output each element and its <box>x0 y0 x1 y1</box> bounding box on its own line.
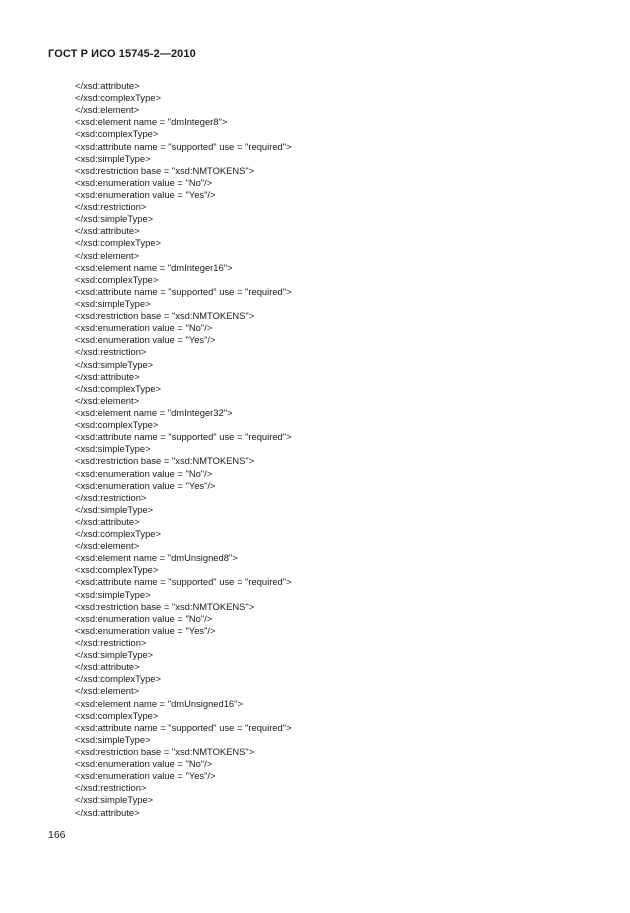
code-line: </xsd:element> <box>75 540 140 552</box>
code-line: <xsd:enumeration value = "Yes"/> <box>75 188 216 200</box>
code-line: <xsd:restriction base = "xsd:NMTOKENS"> <box>75 310 255 322</box>
code-line: </xsd:attribute> <box>75 370 140 382</box>
code-line: </xsd:complexType> <box>75 528 161 540</box>
code-line: <xsd:element name = "dmInteger8"> <box>75 116 228 128</box>
code-line: </xsd:complexType> <box>75 673 161 685</box>
code-line: <xsd:element name = "dmUnsigned16"> <box>75 697 243 709</box>
code-line: </xsd:element> <box>75 104 140 116</box>
code-line: <xsd:restriction base = "xsd:NMTOKENS"> <box>75 600 255 612</box>
code-line: <xsd:restriction base = "xsd:NMTOKENS"> <box>75 455 255 467</box>
code-line: </xsd:restriction> <box>75 637 147 649</box>
code-line: </xsd:complexType> <box>75 237 161 249</box>
code-line: </xsd:restriction> <box>75 201 147 213</box>
code-line: <xsd:restriction base = "xsd:NMTOKENS"> <box>75 746 255 758</box>
page-header-title: ГОСТ Р ИСО 15745-2—2010 <box>48 48 196 60</box>
code-line: <xsd:enumeration value = "No"/> <box>75 467 213 479</box>
code-line: <xsd:element name = "dmInteger16"> <box>75 261 233 273</box>
code-line: <xsd:simpleType> <box>75 733 151 745</box>
code-line: </xsd:complexType> <box>75 382 161 394</box>
code-line: </xsd:attribute> <box>75 225 140 237</box>
code-line: </xsd:restriction> <box>75 491 147 503</box>
code-line: <xsd:enumeration value = "Yes"/> <box>75 624 216 636</box>
code-line: </xsd:simpleType> <box>75 358 154 370</box>
code-line: </xsd:element> <box>75 249 140 261</box>
code-line: </xsd:restriction> <box>75 346 147 358</box>
code-line: <xsd:complexType> <box>75 419 159 431</box>
code-line: <xsd:attribute name = "supported" use = "required"> <box>75 576 292 588</box>
code-line: <xsd:element name = "dmInteger32"> <box>75 406 233 418</box>
code-line: <xsd:attribute name = "supported" use = "required"> <box>75 285 292 297</box>
code-line: <xsd:enumeration value = "No"/> <box>75 612 213 624</box>
code-line: </xsd:element> <box>75 394 140 406</box>
code-line: <xsd:enumeration value = "No"/> <box>75 176 213 188</box>
code-line: <xsd:enumeration value = "Yes"/> <box>75 334 216 346</box>
code-line: <xsd:element name = "dmUnsigned8"> <box>75 552 238 564</box>
code-line: </xsd:simpleType> <box>75 649 154 661</box>
code-line: </xsd:attribute> <box>75 80 140 91</box>
code-line: <xsd:enumeration value = "Yes"/> <box>75 770 216 782</box>
code-line: </xsd:simpleType> <box>75 213 154 225</box>
code-line: <xsd:attribute name = "supported" use = "required"> <box>75 721 292 733</box>
code-line: <xsd:enumeration value = "Yes"/> <box>75 479 216 491</box>
code-line: </xsd:simpleType> <box>75 794 154 806</box>
code-line: <xsd:simpleType> <box>75 588 151 600</box>
code-line: </xsd:complexType> <box>75 92 161 104</box>
code-line: <xsd:complexType> <box>75 709 159 721</box>
code-line: <xsd:complexType> <box>75 564 159 576</box>
code-line: <xsd:attribute name = "supported" use = "required"> <box>75 431 292 443</box>
code-line: </xsd:attribute> <box>75 806 140 818</box>
code-line: <xsd:simpleType> <box>75 152 151 164</box>
code-line: </xsd:restriction> <box>75 782 147 794</box>
code-line: <xsd:simpleType> <box>75 443 151 455</box>
code-line: </xsd:element> <box>75 685 140 697</box>
code-line: <xsd:complexType> <box>75 128 159 140</box>
code-line: </xsd:simpleType> <box>75 503 154 515</box>
code-line: </xsd:attribute> <box>75 515 140 527</box>
code-line: <xsd:complexType> <box>75 273 159 285</box>
code-line: <xsd:restriction base = "xsd:NMTOKENS"> <box>75 164 255 176</box>
code-line: <xsd:simpleType> <box>75 297 151 309</box>
code-line: </xsd:attribute> <box>75 661 140 673</box>
page-number: 166 <box>48 829 66 841</box>
code-line: <xsd:enumeration value = "No"/> <box>75 322 213 334</box>
xsd-code-block <box>75 80 595 819</box>
code-line: <xsd:enumeration value = "No"/> <box>75 758 213 770</box>
code-line: <xsd:attribute name = "supported" use = "required"> <box>75 140 292 152</box>
